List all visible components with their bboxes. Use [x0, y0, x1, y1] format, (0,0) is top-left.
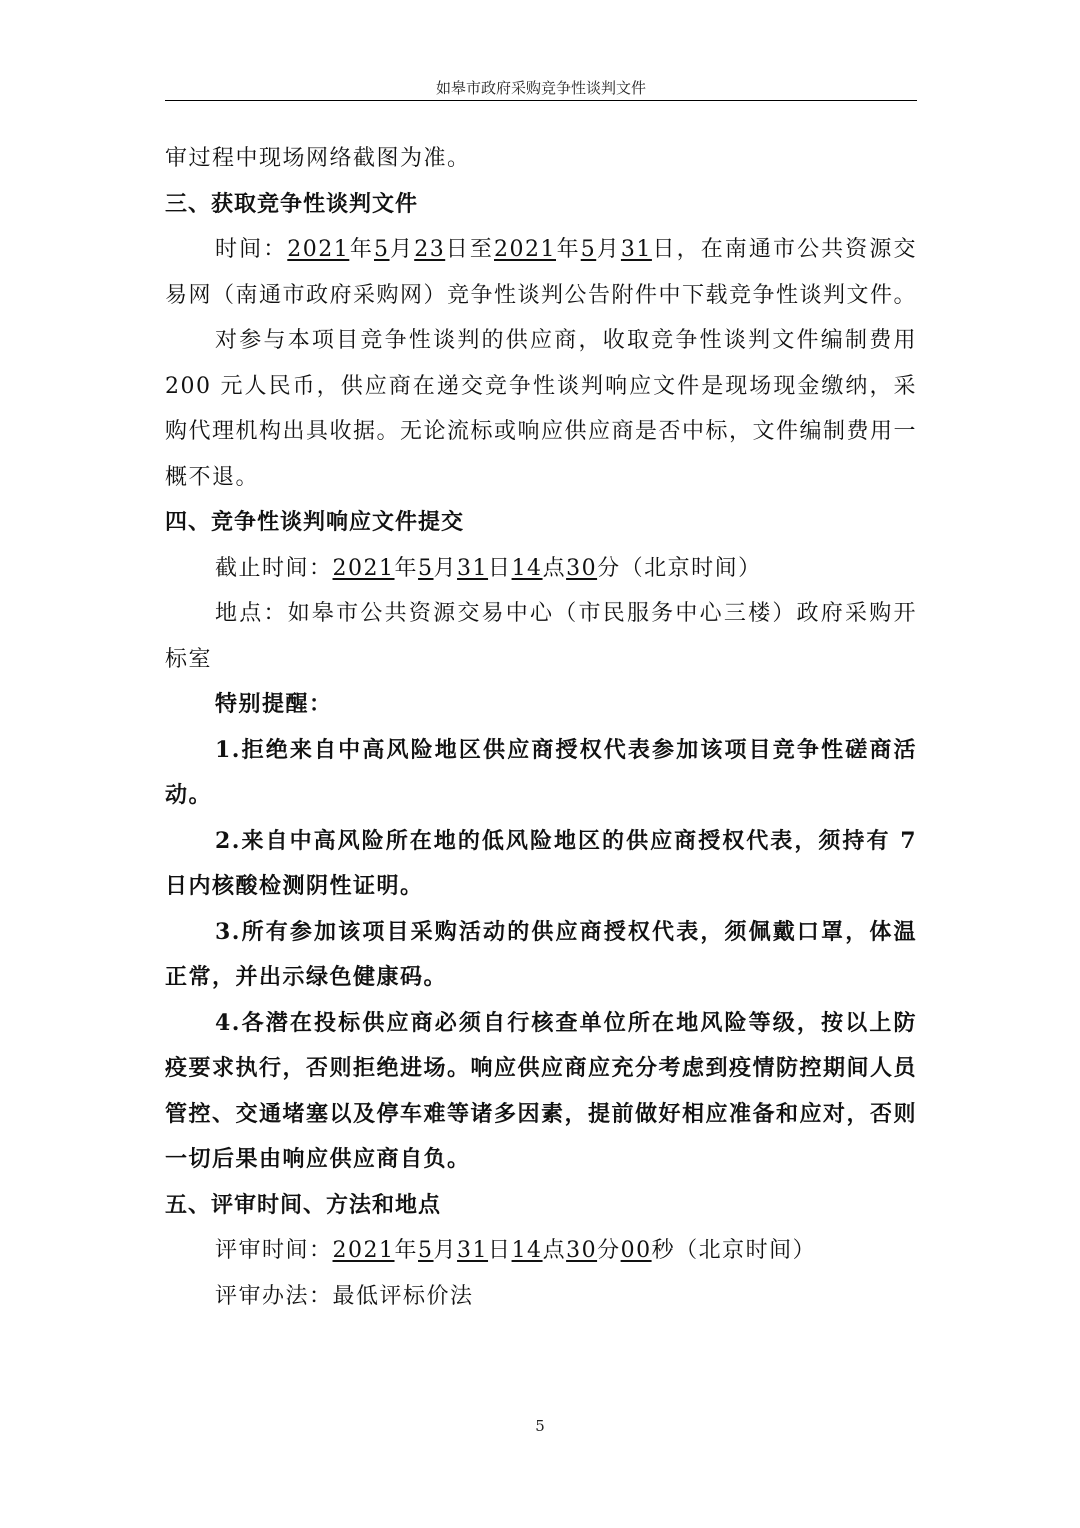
review-method-paragraph: 评审办法：最低评标价法	[215, 1283, 474, 1309]
text-second: 秒（北京时间）	[651, 1238, 817, 1263]
paragraph-continued: 审过程中现场网络截图为准。	[165, 146, 471, 171]
fee-paragraph: 对参与本项目竞争性谈判的供应商，收取竞争性谈判文件编制费用 200 元人民币，供应商在递交竞争性谈判响应文件是现场现金缴纳，采购代理机构出具收据。无论流标或响应供应商是否中标，文件编制费用一概不退。	[165, 328, 918, 490]
header-rule	[165, 100, 917, 101]
text-hour: 点	[542, 1238, 567, 1263]
text-month-2: 月	[596, 237, 621, 262]
acquisition-detail-text: 日，在南通市公共资源交易网（南通市政府采购网）竞争性谈判公告附件中下载竞争性谈判文件。	[165, 237, 918, 308]
section-heading-3: 三、获取竞争性谈判文件	[165, 191, 419, 217]
notice-item-2: 2.来自中高风险所在地的低风险地区的供应商授权代表，须持有 7 日内核酸检测阴性证明。	[165, 827, 917, 899]
acquisition-time-paragraph	[165, 227, 917, 318]
review-time-label: 评审时间：	[215, 1238, 333, 1263]
text-month: 月	[433, 1238, 458, 1263]
time-label: 时间：	[215, 237, 288, 262]
section-heading-5: 五、评审时间、方法和地点	[165, 1192, 442, 1218]
text-day-to: 日至	[445, 237, 494, 262]
text-day: 日	[488, 555, 512, 581]
start-year: 2021	[287, 237, 350, 262]
page-number: 5	[535, 1417, 545, 1435]
text-day: 日	[488, 1238, 512, 1263]
deadline-hour: 14	[511, 555, 543, 581]
notice-item-1: 1.拒绝来自中高风险地区供应商授权代表参加该项目竞争性磋商活动。	[165, 736, 917, 808]
location-paragraph: 地点：如皋市公共资源交易中心（市民服务中心三楼）政府采购开标室	[165, 601, 917, 672]
review-year: 2021	[332, 1238, 395, 1263]
deadline-day: 31	[457, 555, 489, 581]
text-year: 年	[349, 237, 374, 262]
review-second: 00	[620, 1238, 652, 1263]
deadline-minute: 30	[566, 555, 598, 581]
section-heading-4: 四、竞争性谈判响应文件提交	[165, 510, 465, 535]
deadline-month: 5	[418, 555, 434, 581]
notice-item-4: 4.各潜在投标供应商必须自行核查单位所在地风险等级，按以上防疫要求执行，否则拒绝进场。响应供应商应充分考虑到疫情防控期间人员管控、交通堵塞以及停车难等诸多因素，提前做好相应准备和应对，否则一切后果由响应供应商自负。	[165, 1009, 918, 1172]
deadline-label: 截止时间：	[215, 555, 333, 581]
review-day: 31	[457, 1238, 489, 1263]
review-time-paragraph	[165, 1228, 917, 1274]
document-body	[165, 136, 917, 1319]
end-month: 5	[580, 237, 597, 262]
end-year: 2021	[494, 237, 556, 262]
text-hour: 点	[542, 555, 567, 581]
end-day: 31	[620, 237, 652, 262]
text-year: 年	[394, 1238, 419, 1263]
text-month: 月	[389, 237, 415, 262]
start-month: 5	[374, 237, 390, 262]
review-hour: 14	[511, 1238, 543, 1263]
start-day: 23	[414, 237, 446, 262]
text-year-2: 年	[556, 237, 581, 262]
special-notice-title: 特别提醒：	[215, 691, 333, 717]
text-minute: 分	[597, 1238, 621, 1263]
page-header-title: 如皋市政府采购竞争性谈判文件	[435, 79, 646, 97]
text-minute: 分（北京时间）	[597, 555, 762, 581]
deadline-paragraph	[165, 546, 917, 592]
review-month: 5	[418, 1238, 434, 1263]
text-year: 年	[394, 555, 419, 581]
text-month: 月	[433, 555, 458, 581]
review-minute: 30	[566, 1238, 598, 1263]
deadline-year: 2021	[332, 555, 395, 581]
notice-item-3: 3.所有参加该项目采购活动的供应商授权代表，须佩戴口罩，体温正常，并出示绿色健康码。	[165, 918, 917, 990]
